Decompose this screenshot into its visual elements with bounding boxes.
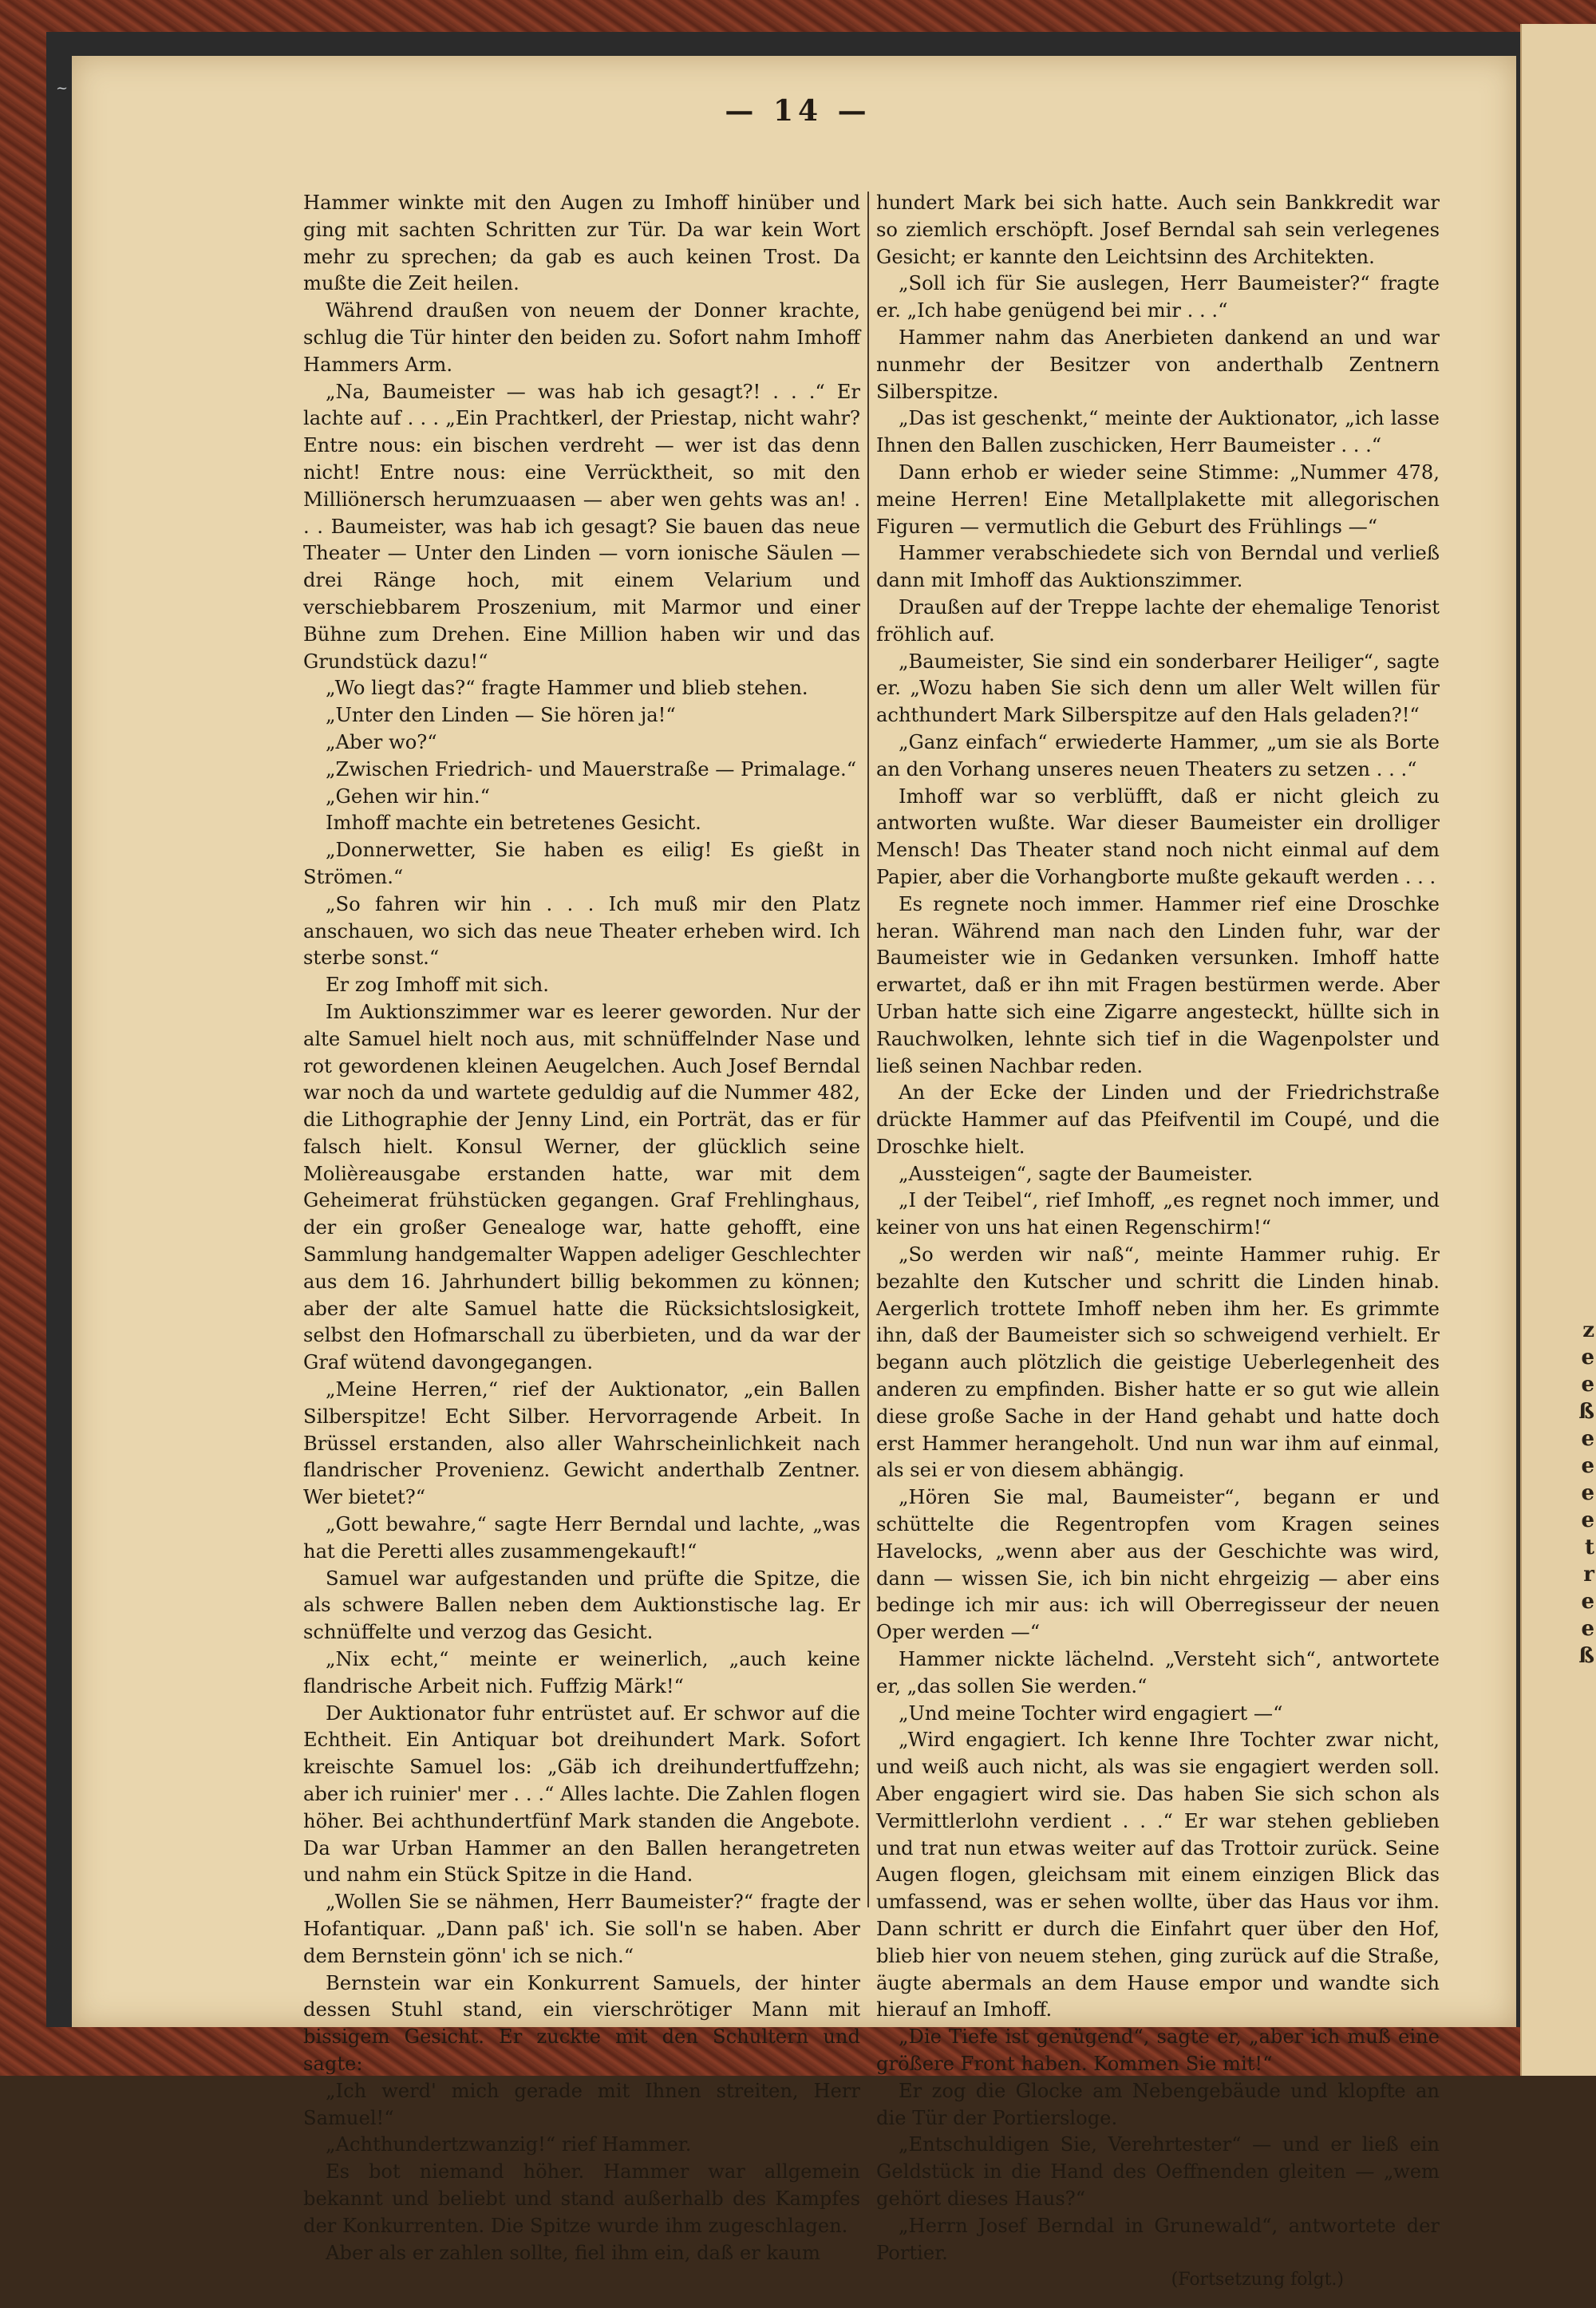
right-column-paragraph: „Baumeister, Sie sind ein sonderbarer Heiliger“, sagte er. „Wozu haben Sie sich denn um aller Welt willen für achthundert Mark Silberspitze auf den Hals geladen?!“ <box>876 650 1440 727</box>
right-column-paragraph: „Das ist geschenkt,“ meinte der Auktionator, „ich lasse Ihnen den Ballen zuschicken, Herr Baumeister . . .“ <box>876 407 1440 457</box>
adjacent-page-edge <box>1520 24 1596 2076</box>
right-column-paragraph: Dann erhob er wieder seine Stimme: „Nummer 478, meine Herren! Eine Metallplakette mit allegorischen Figuren — vermutlich die Geburt des Frühlings —“ <box>876 460 1440 538</box>
adjacent-page-fragment: e <box>1581 1617 1594 1641</box>
right-column-paragraph: „I der Teibel“, rief Imhoff, „es regnet noch immer, und keiner von uns hat einen Regenschirm!“ <box>876 1189 1440 1239</box>
left-column-paragraph: Der Auktionator fuhr entrüstet auf. Er schwor auf die Echtheit. Ein Antiquar bot dreihundert Mark. Sofort kreischte Samuel los: „Gäb ich dreihundertfuffzehn; aber ich ruinier' mer . . .“ Alles lachte. Die Zahlen flogen höher. Bei achthundertfünf Mark standen die Angebote. Da war Urban Hammer an den Ballen herangetreten und nahm ein Stück Spitze in die Hand. <box>303 1701 860 1887</box>
page-number: — 14 — <box>725 94 871 128</box>
adjacent-page-fragment: r <box>1583 1563 1594 1587</box>
left-column-paragraph: „Achthundertzwanzig!“ rief Hammer. <box>326 2133 692 2156</box>
right-column-paragraph: „Entschuldigen Sie, Verehrtester“ — und er ließ ein Geldstück in die Hand des Oeffnenden gleiten — „wem gehört dieses Haus?“ <box>876 2133 1440 2210</box>
adjacent-page-fragment: e <box>1581 1346 1594 1369</box>
left-column-paragraph: „Gehen wir hin.“ <box>326 784 490 808</box>
adjacent-page-fragment: e <box>1581 1481 1594 1505</box>
right-column-paragraph: „Ganz einfach“ erwiederte Hammer, „um sie als Borte an den Vorhang unseres neuen Theaters zu setzen . . .“ <box>876 730 1440 781</box>
right-column-paragraph: Er zog die Glocke am Nebengebäude und klopfte an die Tür der Portiersloge. <box>876 2079 1440 2129</box>
adjacent-page-fragment: t <box>1584 1535 1594 1559</box>
left-column-paragraph: Aber als er zahlen sollte, fiel ihm ein, daß er kaum <box>326 2241 820 2264</box>
right-column-paragraph: „So werden wir naß“, meinte Hammer ruhig. Er bezahlte den Kutscher und schritt die Linden hinab. Aergerlich trottete Imhoff neben ihm her. Es grimmte ihn, daß der Baumeister sich so schweigend verhielt. Er begann auch plötzlich die geistige Ueberlegenheit des anderen zu empfinden. Bisher hatte er so gut wie allein diese große Sache in der Hand gehabt und hatte doch erst Hammer herangeholt. Und nun war ihm auf einmal, als sei er von diesem abhängig. <box>876 1243 1440 1482</box>
adjacent-page-fragment: z <box>1582 1318 1594 1342</box>
left-column-paragraph: „Wollen Sie se nähmen, Herr Baumeister?“ fragte der Hofantiquar. „Dann paß' ich. Sie soll'n se haben. Aber dem Bernstein gönn' ich se nich.“ <box>303 1891 860 1967</box>
right-column-paragraph: Hammer nickte lächelnd. „Versteht sich“, antwortete er, „das sollen Sie werden.“ <box>876 1648 1440 1697</box>
adjacent-page-fragment: e <box>1581 1373 1594 1397</box>
left-column-paragraph: „Gott bewahre,“ sagte Herr Berndal und lachte, „was hat die Peretti alles zusammengekauft!“ <box>303 1513 860 1563</box>
adjacent-page-fragment: e <box>1581 1590 1594 1614</box>
left-column-paragraph: „Wo liegt das?“ fragte Hammer und blieb stehen. <box>326 677 808 700</box>
right-column-paragraph: „Herrn Josef Berndal in Grunewald“, antwortete der Portier. <box>876 2214 1440 2264</box>
left-column-paragraph: Während draußen von neuem der Donner krachte, schlug die Tür hinter den beiden zu. Sofort nahm Imhoff Hammers Arm. <box>303 299 860 376</box>
left-column-paragraph: „Na, Baumeister — was hab ich gesagt?! . . .“ Er lachte auf . . . „Ein Prachtkerl, der Priestap, nicht wahr? Entre nous: ein bischen verdreht — wer ist das denn nicht! Entre nous: eine Verrücktheit, so mit den Milliönersch herumzuaasen — aber wen gehts was an! . . . Baumeister, was hab ich gesagt? Sie bauen das neue Theater — Unter den Linden — vorn ionische Säulen — drei Ränge hoch, mit einem Velarium und verschiebbarem Proszenium, mit Marmor und einer Bühne zum Drehen. Eine Million haben wir und das Grundstück dazu!“ <box>303 380 860 673</box>
right-column-paragraph: „Hören Sie mal, Baumeister“, begann er und schüttelte die Regentropfen vom Kragen seines Havelocks, „wenn aber aus der Geschichte was wird, dann — wissen Sie, ich bin nicht ehrgeizig — aber eins bedinge ich mir aus: ich will Oberregisseur der neuen Oper werden —“ <box>876 1486 1440 1644</box>
right-column-paragraph: „Und meine Tochter wird engagiert —“ <box>899 1701 1283 1725</box>
left-column-paragraph: „Donnerwetter, Sie haben es eilig! Es gießt in Strömen.“ <box>303 839 860 888</box>
right-column-paragraph: Hammer nahm das Anerbieten dankend an und war nunmehr der Besitzer von anderthalb Zentnern Silberspitze. <box>876 326 1440 403</box>
right-column-paragraph: An der Ecke der Linden und der Friedrichstraße drückte Hammer auf das Pfeifventil im Coupé, und die Droschke hielt. <box>876 1081 1440 1158</box>
left-column-paragraph: „Nix echt,“ meinte er weinerlich, „auch keine flandrische Arbeit nich. Fuffzig Märk!“ <box>303 1648 860 1697</box>
adjacent-page-fragment: e <box>1581 1454 1594 1478</box>
left-column-paragraph: „So fahren wir hin . . . Ich muß mir den Platz anschauen, wo sich das neue Theater erheben wird. Ich sterbe sonst.“ <box>303 892 860 970</box>
adjacent-page-fragment: e <box>1581 1427 1594 1451</box>
adjacent-page-fragment: ß <box>1578 1400 1594 1424</box>
left-column-paragraph: Samuel war aufgestanden und prüfte die Spitze, die als schwere Ballen neben dem Auktionstische lag. Er schnüffelte und verzog das Gesicht. <box>303 1567 860 1644</box>
right-column-paragraph: „Aussteigen“, sagte der Baumeister. <box>899 1162 1254 1185</box>
corner-pencil-mark: ~ <box>56 80 69 97</box>
left-column-paragraph: „Meine Herren,“ rief der Auktionator, „ein Ballen Silberspitze! Echt Silber. Hervorragende Arbeit. In Brüssel erstanden, also aller Wahrscheinlichkeit nach flandrischer Provenienz. Gewicht anderthalb Zentner. Wer bietet?“ <box>303 1378 860 1509</box>
right-column-paragraph: Imhoff war so verblüfft, daß er nicht gleich zu antworten wußte. War dieser Baumeister ein drolliger Mensch! Das Theater stand noch nicht einmal auf dem Papier, aber die Vorhangborte mußte gekauft werden . . . <box>876 784 1440 888</box>
right-column-paragraph: hundert Mark bei sich hatte. Auch sein Bankkredit war so ziemlich erschöpft. Josef Berndal sah sein verlegenes Gesicht; er kannte den Leichtsinn des Architekten. <box>876 192 1440 268</box>
left-column-paragraph: Bernstein war ein Konkurrent Samuels, der hinter dessen Stuhl stand, ein vierschrötiger Mann mit bissigem Gesicht. Er zuckte mit den Schultern und sagte: <box>303 1971 860 2075</box>
adjacent-page-fragment: ß <box>1578 1644 1594 1668</box>
left-column-paragraph: Im Auktionszimmer war es leerer geworden. Nur der alte Samuel hielt noch aus, mit schnüffelnder Nase und rot gewordenen kleinen Aeugelchen. Auch Josef Berndal war noch da und wartete geduldig auf die Nummer 482, die Lithographie der Jenny Lind, ein Porträt, das er für falsch hielt. Konsul Werner, der glücklich seine Molièreausgabe erstanden hatte, war mit dem Geheimerat frühstücken gegangen. Graf Frehlinghaus, der ein großer Genealoge war, hatte gehofft, eine Sammlung handgemalter Wappen adeliger Geschlechter aus dem 16. Jahrhundert billig bekommen zu können; aber der alte Samuel hatte die Rücksichtslosigkeit, selbst den Hofmarschall zu überbieten, und da war der Graf wütend davongegangen. <box>303 1000 860 1374</box>
left-column-paragraph: Imhoff machte ein betretenes Gesicht. <box>326 812 701 835</box>
right-column-paragraph: Es regnete noch immer. Hammer rief eine Droschke heran. Während man nach den Linden fuhr, war der Baumeister wie in Gedanken versunken. Imhoff hatte erwartet, daß er ihn mit Fragen bestürmen werde. Aber Urban hatte sich eine Zigarre angesteckt, hüllte sich in Rauchwolken, lehnte sich tief in die Wagenpolster und ließ seinen Nachbar reden. <box>876 892 1440 1077</box>
left-column-paragraph: Hammer winkte mit den Augen zu Imhoff hinüber und ging mit sachten Schritten zur Tür. Da war kein Wort mehr zu sprechen; da gab es auch keinen Trost. Da mußte die Zeit heilen. <box>303 192 860 295</box>
left-column-paragraph: „Aber wo?“ <box>326 730 437 753</box>
continuation-note: (Fortsetzung folgt.) <box>1171 2270 1344 2290</box>
left-column-paragraph: Er zog Imhoff mit sich. <box>326 974 549 997</box>
adjacent-page-text-fragments <box>1570 1317 1594 1670</box>
left-text-column <box>303 190 860 2267</box>
left-column-paragraph: Es bot niemand höher. Hammer war allgemein bekannt und beliebt und stand außerhalb des Kampfes der Konkurrenten. Die Spitze wurde ihm zugeschlagen. <box>303 2160 860 2237</box>
right-column-paragraph: Draußen auf der Treppe lachte der ehemalige Tenorist fröhlich auf. <box>876 595 1440 646</box>
right-column-paragraph: „Soll ich für Sie auslegen, Herr Baumeister?“ fragte er. „Ich habe genügend bei mir . . .“ <box>876 272 1440 322</box>
left-column-paragraph: „Unter den Linden — Sie hören ja!“ <box>326 704 676 727</box>
right-column-paragraph: „Die Tiefe ist genügend“, sagte er, „aber ich muß eine größere Front haben. Kommen Sie mit!“ <box>876 2025 1440 2075</box>
left-column-paragraph: „Ich werd' mich gerade mit Ihnen streiten, Herr Samuel!“ <box>303 2079 860 2129</box>
column-divider <box>867 192 869 1907</box>
right-column-paragraph: Hammer verabschiedete sich von Berndal und verließ dann mit Imhoff das Auktionszimmer. <box>876 542 1440 592</box>
left-column-paragraph: „Zwischen Friedrich- und Mauerstraße — Primalage.“ <box>326 757 857 781</box>
adjacent-page-fragment: e <box>1581 1508 1594 1532</box>
right-column-paragraph: „Wird engagiert. Ich kenne Ihre Tochter zwar nicht, und weiß auch nicht, als was sie engagiert werden soll. Aber engagiert wird sie. Das haben Sie sich schon als Vermittlerlohn verdient . . .“ Er war stehen geblieben und trat nun etwas weiter auf das Trottoir zurück. Seine Augen flogen, gleichsam mit einem einzigen Blick das umfassend, was er sehen wollte, über das Haus vor ihm. Dann schritt er durch die Einfahrt quer über den Hof, blieb hier von neuem stehen, ging zurück auf die Straße, äugte abermals an dem Hause empor und wandte sich hierauf an Imhoff. <box>876 1729 1440 2021</box>
right-text-column <box>876 190 1440 2308</box>
